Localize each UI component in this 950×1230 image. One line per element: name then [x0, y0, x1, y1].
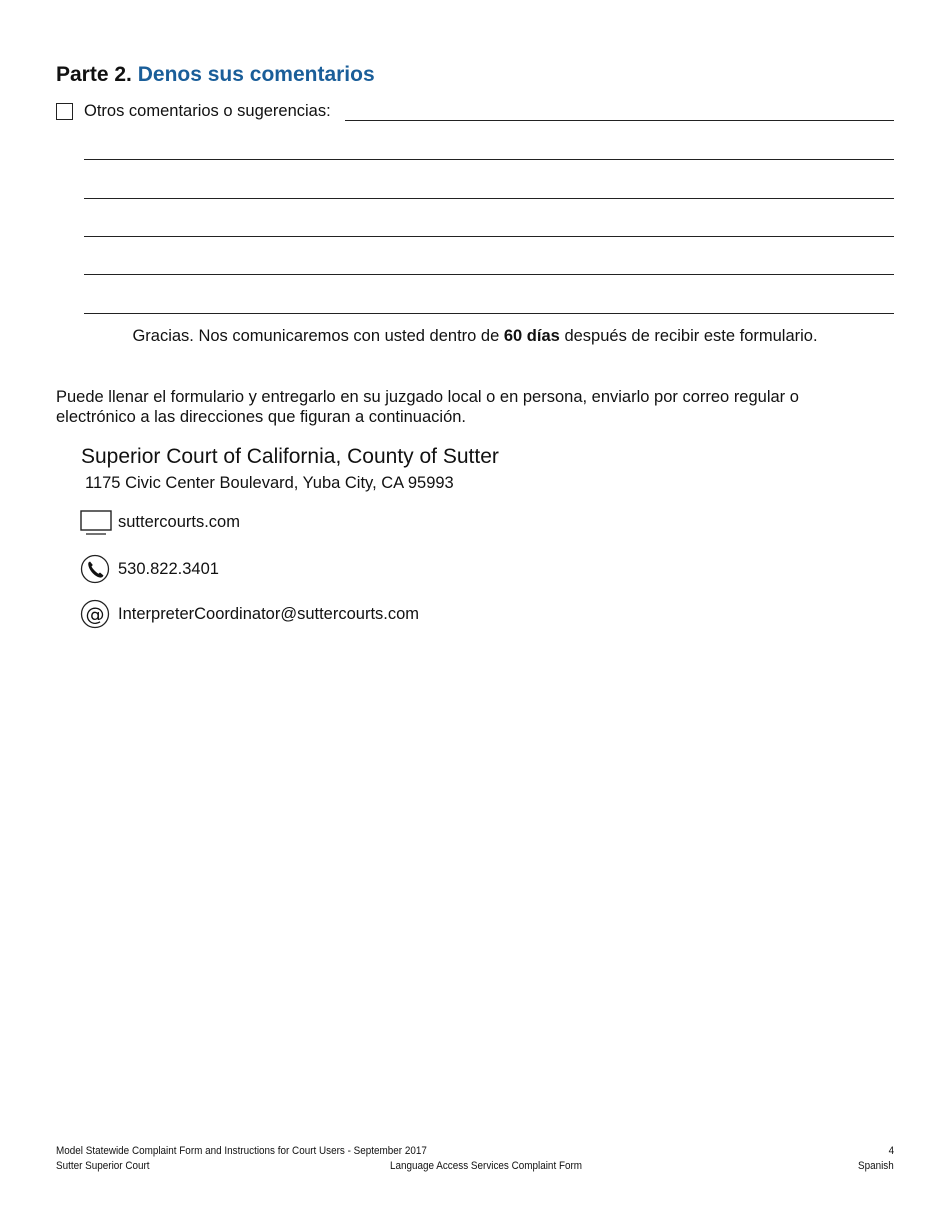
at-sign-icon [80, 599, 112, 629]
thanks-text-after: después de recibir este formulario. [564, 327, 818, 345]
phone-icon [80, 554, 112, 584]
contact-website [80, 507, 240, 537]
court-name: Superior Court of California, County of Sutter [81, 445, 499, 468]
footer-language: Spanish [858, 1160, 894, 1172]
section-heading [56, 63, 375, 87]
court-address: 1175 Civic Center Boulevard, Yuba City, CA 95993 [85, 474, 454, 492]
email-address[interactable]: InterpreterCoordinator@suttercourts.com [118, 604, 420, 623]
contact-phone [80, 554, 219, 584]
comment-line-4[interactable] [84, 236, 894, 237]
svg-text:@: @ [85, 603, 105, 626]
thanks-message [0, 327, 950, 346]
footer-court: Sutter Superior Court [56, 1160, 150, 1172]
contact-email [80, 599, 419, 629]
section-title: Denos sus comentarios [137, 63, 375, 86]
other-comments-checkbox[interactable] [56, 103, 73, 120]
phone-number[interactable]: 530.822.3401 [118, 559, 219, 578]
website-link[interactable]: suttercourts.com [118, 512, 240, 531]
comment-line-3[interactable] [84, 198, 894, 199]
thanks-text-before: Gracias. Nos comunicaremos con usted dentro de [132, 327, 500, 345]
comment-line-5[interactable] [84, 274, 894, 275]
comment-line-2[interactable] [84, 159, 894, 160]
footer-form-title: Model Statewide Complaint Form and Instructions for Court Users - September 2017 [56, 1145, 427, 1157]
comment-line-6[interactable] [84, 313, 894, 314]
thanks-deadline: 60 días [503, 327, 560, 345]
other-comments-label: Otros comentarios o sugerencias: [84, 102, 331, 120]
part-label: Parte 2. [56, 63, 132, 86]
comment-line-1[interactable] [345, 120, 894, 121]
submission-instructions: Puede llenar el formulario y entregarlo en su juzgado local o en persona, enviarlo por correo regular o electrónico a las direcciones que figuran a continuación. [56, 388, 799, 426]
footer-center-title: Language Access Services Complaint Form [390, 1160, 583, 1172]
footer-page-number: 4 [888, 1145, 894, 1157]
computer-icon [80, 507, 112, 537]
